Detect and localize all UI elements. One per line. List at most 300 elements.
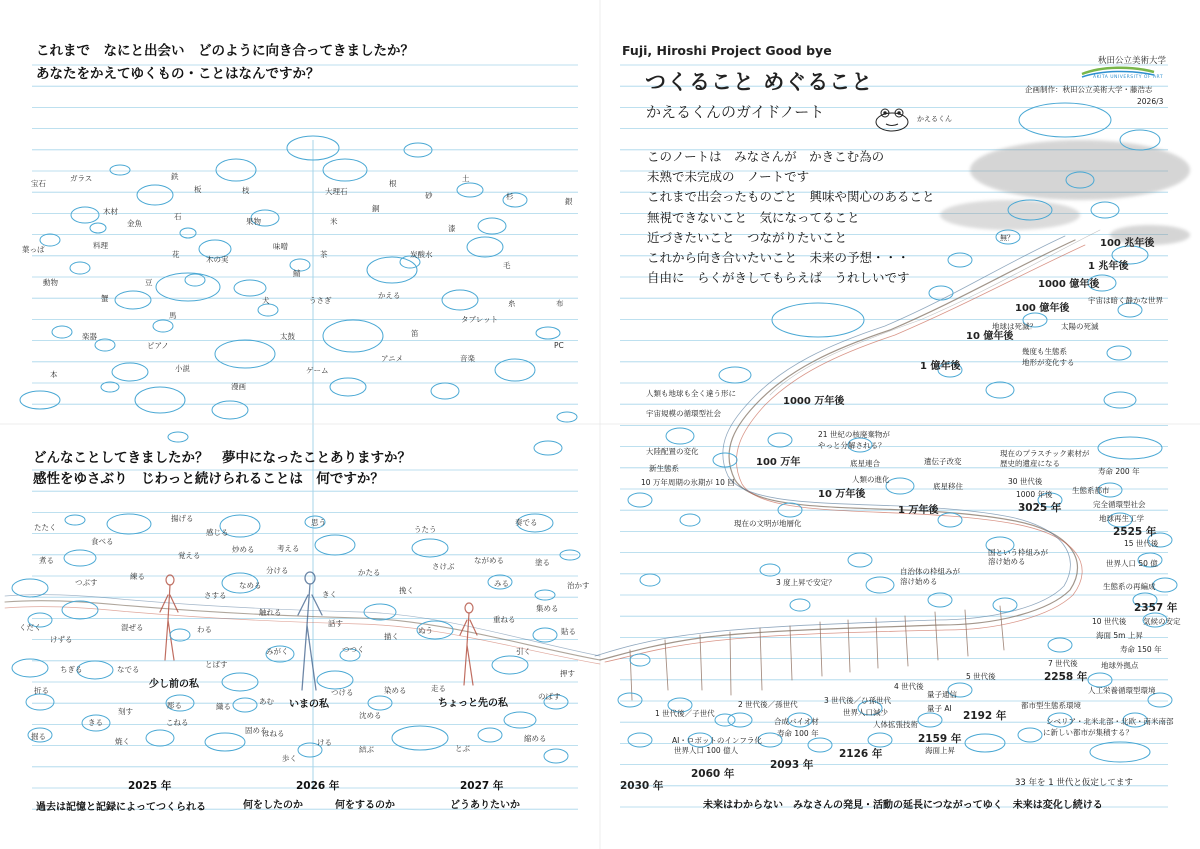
writing-bubble[interactable] xyxy=(233,698,257,712)
timeline-label: 10 万年周期の氷期が 10 回 xyxy=(641,478,735,487)
verb-word: 重ねる xyxy=(493,615,516,624)
writing-bubble[interactable] xyxy=(65,515,85,525)
verb-word: 縮める xyxy=(524,734,547,743)
verb-word: 煮る xyxy=(39,556,54,565)
writing-bubble[interactable] xyxy=(107,514,151,534)
verb-word: 折る xyxy=(34,686,49,695)
timeline-label: 合成バイオ材 xyxy=(774,717,819,726)
verb-word: 彫る xyxy=(167,701,182,710)
timeline-label: 10 世代後 xyxy=(1092,617,1127,626)
verb-word: ながめる xyxy=(474,556,504,565)
verb-word: みがく xyxy=(266,647,289,656)
writing-bubble[interactable] xyxy=(1019,103,1111,137)
university-name: 秋田公立美術大学 xyxy=(1098,56,1167,66)
verb-word: 描く xyxy=(384,632,399,641)
verb-word: きる xyxy=(88,718,103,727)
verb-word: ちぎる xyxy=(60,665,83,674)
verb-word: さけぶ xyxy=(432,562,455,571)
thing-word: 鉄 xyxy=(171,172,179,181)
writing-bubble[interactable] xyxy=(478,218,506,234)
writing-bubble[interactable] xyxy=(768,433,792,447)
writing-bubble[interactable] xyxy=(1098,437,1162,459)
timeline-label: 2126 年 xyxy=(839,748,883,760)
verb-word: 食べる xyxy=(91,537,114,546)
timeline-label: 地球外拠点 xyxy=(1101,661,1139,670)
timeline-label: 1000 年後 xyxy=(1016,490,1053,499)
timeline-label: やっと分解される？ xyxy=(818,441,886,450)
credit: 企画制作：秋田公立美術大学・藤浩志 xyxy=(1025,85,1153,94)
timeline-label: シベリア・北米北部・北欧・南米南部 xyxy=(1046,717,1174,726)
intro-line: このノートは みなさんが かきこむ為の xyxy=(647,149,885,164)
thing-word: 糸 xyxy=(508,299,516,308)
timeline-label: 都市型生態系環境 xyxy=(1021,701,1081,710)
verb-word: 歩く xyxy=(282,754,297,763)
writing-bubble[interactable] xyxy=(1091,202,1119,218)
verb-word: 挽く xyxy=(399,586,414,595)
timeline-label: 遺伝子改変 xyxy=(924,457,962,466)
timeline-label: 寿命 100 年 xyxy=(777,729,819,738)
thing-word: 鯖 xyxy=(293,269,301,278)
timeline-label: 2192 年 xyxy=(963,710,1007,722)
verb-word: 覚える xyxy=(178,551,201,560)
writing-bubble[interactable] xyxy=(1104,392,1136,408)
timeline-label: 2060 年 xyxy=(691,768,735,780)
year-2025: 2025 年 xyxy=(128,780,172,792)
thing-word: 漫画 xyxy=(231,382,246,391)
timeline-label: 大陸配置の変化 xyxy=(646,447,699,456)
timeline-label: 溶け始める xyxy=(988,557,1026,566)
timeline-label: 人体拡張技術 xyxy=(873,720,918,729)
footer-what-did: 何をしたのか xyxy=(243,800,303,811)
writing-bubble[interactable] xyxy=(12,579,48,597)
writing-bubble[interactable] xyxy=(993,598,1017,612)
thing-word: 石 xyxy=(174,212,182,221)
subtitle: かえるくんのガイドノート xyxy=(646,103,825,121)
thing-word: 動物 xyxy=(43,278,58,287)
writing-bubble[interactable] xyxy=(392,726,448,750)
writing-bubble[interactable] xyxy=(918,713,942,727)
verb-word: こねる xyxy=(166,718,189,727)
verb-word: 固める xyxy=(245,726,268,735)
writing-bubble[interactable] xyxy=(1153,578,1177,592)
verb-word: 押す xyxy=(560,669,575,678)
writing-bubble[interactable] xyxy=(1090,742,1150,762)
timeline-label: 現在の文明が地層化 xyxy=(734,519,802,528)
question-1-line-1: これまで なにと出会い どのように向き合ってきましたか？ xyxy=(36,43,414,59)
thing-word: 金魚 xyxy=(127,219,142,228)
verb-word: 揚げる xyxy=(171,514,194,523)
timeline-label: 完全循環型社会 xyxy=(1093,500,1146,509)
writing-bubble[interactable] xyxy=(317,671,353,689)
timeline-label: 1 億年後 xyxy=(920,361,961,372)
writing-bubble[interactable] xyxy=(367,257,417,283)
timeline-label: 人類の進化 xyxy=(852,475,890,484)
timeline-label: 海面上昇 xyxy=(925,746,955,755)
verb-word: 混ぜる xyxy=(121,623,144,632)
writing-bubble[interactable] xyxy=(137,185,173,205)
writing-bubble[interactable] xyxy=(719,367,751,383)
writing-bubble[interactable] xyxy=(146,730,174,746)
footer-past-memory: 過去は記憶と記録によってつくられる xyxy=(36,802,206,813)
thing-word: 炭酸水 xyxy=(410,250,433,259)
verb-word: なでる xyxy=(117,665,140,674)
writing-bubble[interactable] xyxy=(848,553,872,567)
writing-bubble[interactable] xyxy=(467,237,503,257)
writing-bubble[interactable] xyxy=(205,733,245,751)
writing-bubble[interactable] xyxy=(101,382,119,392)
writing-bubble[interactable] xyxy=(26,694,54,710)
intro-line: 近づきたいこと つながりたいこと xyxy=(647,229,848,245)
thing-word: 味噌 xyxy=(273,242,288,251)
thing-word: PC xyxy=(554,341,564,350)
thing-word: 毛 xyxy=(503,261,511,270)
writing-bubble[interactable] xyxy=(153,320,173,332)
verb-word: ける xyxy=(317,738,332,747)
thing-word: 米 xyxy=(330,217,338,226)
writing-bubble[interactable] xyxy=(504,712,536,728)
timeline-label: 宇宙規模の循環型社会 xyxy=(646,409,721,418)
thing-word: ゲーム xyxy=(306,366,329,375)
writing-bubble[interactable] xyxy=(1118,303,1142,317)
verb-word: とぶ xyxy=(455,744,470,753)
thing-word: 銀 xyxy=(565,197,573,206)
thing-word: 土 xyxy=(462,174,470,183)
timeline-label: 2 世代後／孫世代 xyxy=(738,700,798,709)
timeline-label: AI・ロボットのインフラ化 xyxy=(672,736,762,745)
verb-word: 話す xyxy=(328,619,343,628)
writing-bubble[interactable] xyxy=(866,577,894,593)
timeline-label: 地形が変化する xyxy=(1022,358,1075,367)
timeline-label: 現在のプラスチック素材が xyxy=(1000,449,1090,458)
verb-word: 練る xyxy=(130,572,145,581)
verb-word: くだく xyxy=(19,623,42,632)
timeline-label: 7 世代後 xyxy=(1048,659,1078,668)
project-title: Fuji, Hiroshi Project Good bye xyxy=(622,43,832,58)
verb-word: わる xyxy=(197,625,212,634)
timeline-label: 世界人口 50 億 xyxy=(1106,559,1158,568)
verb-word: きく xyxy=(322,590,337,599)
verb-word: 結ぶ xyxy=(359,745,374,754)
generation-note: 33 年を 1 世代と仮定してます xyxy=(1015,778,1133,788)
writing-bubble[interactable] xyxy=(713,453,737,467)
writing-bubble[interactable] xyxy=(640,574,660,586)
timeline-label: 10 万年後 xyxy=(818,489,866,500)
timeline-label: 自治体の枠組みが xyxy=(900,567,960,576)
timeline-label: 歴史的遺産になる xyxy=(1000,459,1060,468)
university-name-en: AKITA UNIVERSITY OF ART xyxy=(1093,75,1164,80)
writing-bubble[interactable] xyxy=(808,738,832,752)
thing-word: 木の実 xyxy=(206,255,229,264)
verb-word: 奏でる xyxy=(515,518,538,527)
writing-bubble[interactable] xyxy=(457,183,483,197)
timeline-label: 人類も地球も全く違う形に xyxy=(646,389,736,398)
timeline-label: 寿命 150 年 xyxy=(1120,645,1162,654)
verb-word: 感じる xyxy=(206,528,229,537)
main-title: つくること めぐること xyxy=(645,70,874,94)
thing-word: 蟹 xyxy=(101,294,109,303)
intro-line: これまで出会ったものごと 興味や関心のあること xyxy=(647,189,935,205)
timeline-label: 30 世代後 xyxy=(1008,477,1043,486)
thing-word: 葉っぱ xyxy=(22,245,45,254)
thing-word: 板 xyxy=(194,185,202,194)
year-2027: 2027 年 xyxy=(460,780,504,792)
writing-bubble[interactable] xyxy=(478,728,502,742)
thing-word: 大理石 xyxy=(325,187,348,196)
thing-word: 砂 xyxy=(425,191,433,200)
thing-word: 楽器 xyxy=(82,332,97,341)
writing-bubble[interactable] xyxy=(115,291,151,309)
verb-word: つける xyxy=(331,688,354,697)
thing-word: 音楽 xyxy=(460,354,475,363)
writing-bubble[interactable] xyxy=(790,599,810,611)
verb-word: うたう xyxy=(414,525,437,534)
verb-word: けずる xyxy=(50,635,73,644)
thing-word: 根 xyxy=(389,179,397,188)
timeline-label: 1000 億年後 xyxy=(1038,279,1100,290)
verb-word: さする xyxy=(204,591,227,600)
thing-word: 漆 xyxy=(448,224,456,233)
writing-bubble[interactable] xyxy=(772,303,864,337)
writing-bubble[interactable] xyxy=(315,535,355,555)
thing-word: 果物 xyxy=(246,217,261,226)
thing-word: 小説 xyxy=(175,364,190,373)
writing-bubble[interactable] xyxy=(216,159,256,181)
self-future-label: ちょっと先の私 xyxy=(438,698,508,709)
writing-bubble[interactable] xyxy=(1018,728,1042,742)
timeline-label: 新生態系 xyxy=(649,464,679,473)
verb-word: 染める xyxy=(384,686,407,695)
timeline-label: に新しい都市が集積する？ xyxy=(1043,728,1133,737)
self-past-label: 少し前の私 xyxy=(149,679,199,690)
writing-bubble[interactable] xyxy=(495,359,535,381)
timeline-label: 2093 年 xyxy=(770,759,814,771)
intro-line: 無視できないこと 気になってること xyxy=(647,209,860,225)
writing-bubble[interactable] xyxy=(90,223,106,233)
writing-bubble[interactable] xyxy=(412,539,448,557)
writing-bubble[interactable] xyxy=(62,601,98,619)
writing-bubble[interactable] xyxy=(323,320,383,352)
timeline-label: 量子 AI xyxy=(927,704,952,713)
writing-bubble[interactable] xyxy=(442,290,478,310)
writing-bubble[interactable] xyxy=(71,207,99,223)
writing-bubble[interactable] xyxy=(330,378,366,396)
timeline-label: 5 世代後 xyxy=(966,672,996,681)
thing-word: 枝 xyxy=(242,186,250,195)
timeline-label: 3 世代後／ひ孫世代 xyxy=(824,696,892,705)
writing-bubble[interactable] xyxy=(886,478,914,494)
self-now-label: いまの私 xyxy=(289,699,329,710)
verb-word: のばす xyxy=(538,692,561,701)
timeline-label: 地球再生工学 xyxy=(1099,514,1144,523)
timeline-label: 3 度上昇で安定？ xyxy=(776,578,836,587)
frog-icon xyxy=(876,109,908,131)
writing-bubble[interactable] xyxy=(431,383,459,399)
writing-bubble[interactable] xyxy=(52,326,72,338)
writing-bubble[interactable] xyxy=(20,391,60,409)
thing-word: タブレット xyxy=(461,315,499,324)
writing-bubble[interactable] xyxy=(630,654,650,666)
thing-word: 太鼓 xyxy=(280,332,295,341)
thing-word: 笛 xyxy=(411,329,419,338)
writing-bubble[interactable] xyxy=(715,714,735,726)
future-footer: 未来はわからない みなさんの発見・活動の延長につながってゆく 未来は変化し続ける xyxy=(703,800,1103,811)
timeline-label: 15 世代後 xyxy=(1124,539,1159,548)
timeline-label: 生態系の再編成 xyxy=(1103,582,1156,591)
verb-word: 沈める xyxy=(359,711,382,720)
thing-word: 宝石 xyxy=(31,179,46,188)
verb-word: 治かす xyxy=(567,581,590,590)
writing-bubble[interactable] xyxy=(618,693,642,707)
timeline-label: 宇宙は暗く静かな世界 xyxy=(1088,296,1163,305)
writing-bubble[interactable] xyxy=(868,733,892,747)
timeline-label: 1000 万年後 xyxy=(783,396,845,407)
verb-word: ぬう xyxy=(418,626,433,635)
timeline-label: 気候の安定 xyxy=(1143,617,1181,626)
timeline-label: 人工栄養循環型環境 xyxy=(1088,686,1156,695)
writing-bubble[interactable] xyxy=(628,733,652,747)
timeline-label: 海面 5m 上昇 xyxy=(1096,631,1143,640)
thing-word: 花 xyxy=(172,250,180,259)
verb-word: みる xyxy=(494,579,509,588)
thing-word: 料理 xyxy=(93,241,108,250)
verb-word: 刻す xyxy=(118,707,133,716)
writing-bubble[interactable] xyxy=(534,441,562,455)
writing-bubble[interactable] xyxy=(666,428,694,444)
timeline-label: 100 兆年後 xyxy=(1100,238,1155,249)
timeline-label: 10 億年後 xyxy=(966,331,1014,342)
writing-bubble[interactable] xyxy=(535,590,555,600)
timeline-label: 2357 年 xyxy=(1134,602,1178,614)
timeline-label: 地球は死滅？ xyxy=(992,322,1037,331)
footer-how-be: どうありたいか xyxy=(450,800,520,811)
verb-word: 走る xyxy=(431,684,446,693)
timeline-label: 1 兆年後 xyxy=(1088,261,1129,272)
writing-bubble[interactable] xyxy=(70,262,90,274)
writing-bubble[interactable] xyxy=(185,274,205,286)
verb-word: 触れる xyxy=(259,608,282,617)
timeline-label: 溶け始める xyxy=(900,577,938,586)
question-1-line-2: あなたをかえてゆくもの・ことはなんですか？ xyxy=(36,66,320,82)
question-2-line-1: どんなことしてきましたか？ 夢中になったことありますか？ xyxy=(33,450,411,466)
thing-word: 杉 xyxy=(506,192,514,201)
thing-word: かえる xyxy=(378,291,401,300)
question-2-line-2: 感性をゆさぶり じわっと続けられることは 何ですか？ xyxy=(33,471,384,487)
verb-word: 分ける xyxy=(266,566,289,575)
writing-bubble[interactable] xyxy=(557,412,577,422)
writing-bubble[interactable] xyxy=(1107,346,1131,360)
thing-word: ピアノ xyxy=(147,341,169,350)
writing-bubble[interactable] xyxy=(760,564,780,576)
writing-bubble[interactable] xyxy=(938,513,962,527)
writing-bubble[interactable] xyxy=(628,493,652,507)
intro-line: 自由に らくがきしてもらえば うれしいです xyxy=(647,270,910,286)
verb-word: 思う xyxy=(311,518,326,527)
writing-bubble[interactable] xyxy=(986,382,1014,398)
writing-bubble[interactable] xyxy=(1148,693,1172,707)
thing-word: 布 xyxy=(556,299,564,308)
writing-bubble[interactable] xyxy=(64,550,96,566)
thing-word: 茶 xyxy=(320,250,328,259)
intro-line: 未熟で未完成の ノートです xyxy=(647,169,810,185)
frog-label: かえるくん xyxy=(917,115,952,123)
writing-bubble[interactable] xyxy=(12,659,48,677)
verb-word: 焼く xyxy=(115,737,130,746)
writing-bubble[interactable] xyxy=(948,253,972,267)
verb-word: つぶす xyxy=(75,578,98,587)
thing-word: ガラス xyxy=(70,174,93,183)
timeline-label: 2159 年 xyxy=(918,733,962,745)
timeline-label: 100 億年後 xyxy=(1015,303,1070,314)
timeline-label: 4 世代後 xyxy=(894,682,924,691)
thing-word: 本 xyxy=(50,370,58,379)
verb-word: はねる xyxy=(262,729,285,738)
writing-bubble[interactable] xyxy=(492,656,528,674)
timeline-label: 寿命 200 年 xyxy=(1098,467,1140,476)
verb-word: 掘る xyxy=(31,732,46,741)
timeline-label: 世界人口 100 億人 xyxy=(674,746,739,755)
writing-bubble[interactable] xyxy=(112,363,148,381)
writing-bubble[interactable] xyxy=(680,514,700,526)
date: 2026/3 xyxy=(1137,97,1164,106)
timeline-label: 幾度も生態系 xyxy=(1022,347,1067,356)
timeline-label: 2258 年 xyxy=(1044,671,1088,683)
thing-word: 犬 xyxy=(262,296,270,305)
thing-word: 馬 xyxy=(169,311,177,320)
timeline-label: 1 世代後／子世代 xyxy=(655,709,715,718)
thing-word: 銅 xyxy=(372,204,380,213)
writing-bubble[interactable] xyxy=(215,340,275,368)
timeline-label: 3025 年 xyxy=(1018,502,1062,514)
writing-bubble[interactable] xyxy=(536,327,560,339)
writing-bubble[interactable] xyxy=(258,304,278,316)
verb-word: 炒める xyxy=(232,545,255,554)
writing-bubble[interactable] xyxy=(544,749,568,763)
verb-word: とばす xyxy=(205,660,228,669)
verb-word: かたる xyxy=(358,568,381,577)
thing-word: アニメ xyxy=(381,354,404,363)
timeline-label: 生態系都市 xyxy=(1072,486,1110,495)
intro-line: これから向き合いたいこと 未来の予想・・・ xyxy=(647,250,910,265)
timeline-label: 1 万年後 xyxy=(898,505,939,516)
writing-bubble[interactable] xyxy=(1048,638,1072,652)
verb-word: 集める xyxy=(536,604,559,613)
writing-bubble[interactable] xyxy=(180,228,196,238)
writing-bubble[interactable] xyxy=(234,280,266,296)
verb-word: なめる xyxy=(239,581,262,590)
thing-word: うさぎ xyxy=(309,296,332,305)
verb-word: 織る xyxy=(216,702,231,711)
timeline-label: 国という枠組みが xyxy=(988,548,1048,557)
writing-bubble[interactable] xyxy=(110,165,130,175)
timeline-label: 量子通信 xyxy=(927,690,957,699)
timeline-label: 21 世紀の核廃棄物が xyxy=(818,430,890,439)
timeline-label: 底星移住 xyxy=(933,482,963,491)
writing-bubble[interactable] xyxy=(323,159,367,181)
writing-bubble[interactable] xyxy=(135,387,185,413)
timeline-label: 世界人口減少 xyxy=(843,708,888,717)
thing-word: 豆 xyxy=(145,278,153,287)
thing-word: 木材 xyxy=(103,207,118,216)
timeline-label: 2030 年 xyxy=(620,780,664,792)
writing-bubble[interactable] xyxy=(168,432,188,442)
timeline-label: 底星連合 xyxy=(850,459,880,468)
writing-bubble[interactable] xyxy=(212,401,248,419)
verb-word: 引く xyxy=(516,647,531,656)
verb-word: つつく xyxy=(342,645,365,654)
verb-word: たたく xyxy=(34,523,57,532)
year-2026: 2026 年 xyxy=(296,780,340,792)
verb-word: あむ xyxy=(259,697,274,706)
